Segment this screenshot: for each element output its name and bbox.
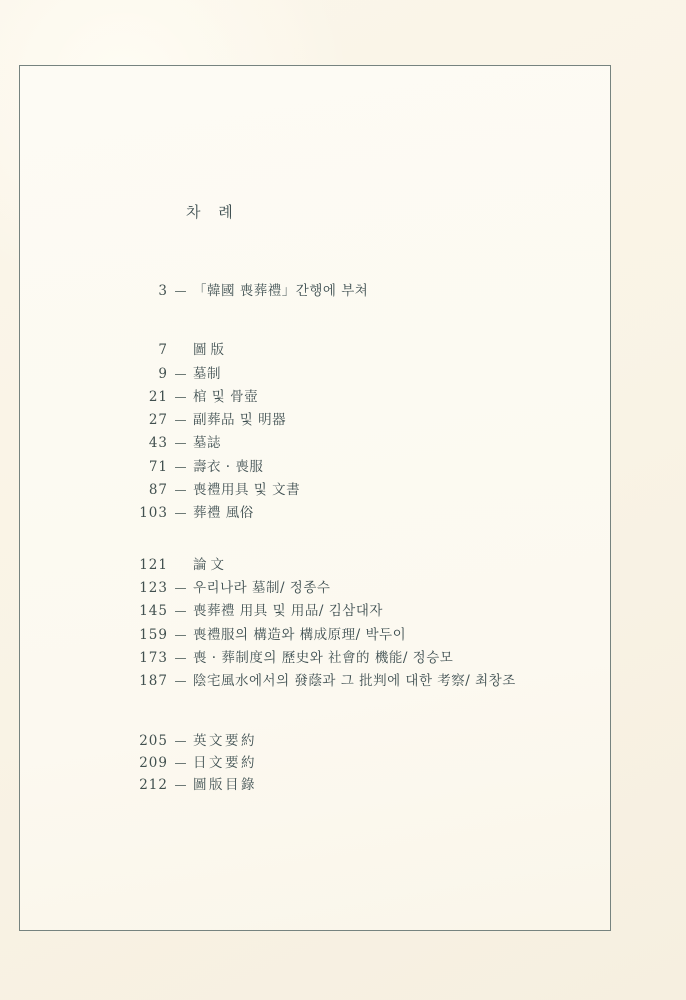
page-number: 209 xyxy=(139,755,168,772)
page-number: 27 xyxy=(148,412,168,429)
entry-title: 喪禮用具 및 文書 xyxy=(193,482,301,499)
dash-separator: — xyxy=(174,674,187,689)
entry-title: 日文要約 xyxy=(193,755,257,772)
toc-entry xyxy=(121,647,610,670)
dash-separator: — xyxy=(174,734,187,749)
page-number: 121 xyxy=(139,556,168,573)
entry-title: 우리나라 墓制/ 정종수 xyxy=(193,579,331,596)
toc-section-preface xyxy=(20,280,610,303)
toc-entry xyxy=(121,731,610,753)
entry-title: 喪 · 葬制度의 歷史와 社會的 機能/ 정승모 xyxy=(193,649,454,666)
page-title: 차 례 xyxy=(186,203,234,221)
toc-entry xyxy=(121,280,610,303)
entry-title: 圖版目錄 xyxy=(193,776,257,793)
page-border-frame xyxy=(19,65,611,931)
page-number: 71 xyxy=(148,458,168,475)
page-number: 3 xyxy=(158,283,168,299)
dash-separator: — xyxy=(174,580,187,595)
toc-entry xyxy=(121,409,610,432)
toc-entry xyxy=(121,363,610,386)
dash-separator: — xyxy=(174,413,187,428)
page-number: 145 xyxy=(139,603,168,620)
entry-title: 墓制 xyxy=(193,365,221,382)
page-number: 7 xyxy=(158,342,168,359)
toc-section-plates xyxy=(20,339,610,525)
entry-title: 英文要約 xyxy=(193,733,257,750)
toc-entry xyxy=(121,432,610,455)
toc-section-appendix xyxy=(20,731,610,796)
toc-entry xyxy=(121,670,610,693)
page-number: 173 xyxy=(139,649,168,666)
toc-entry xyxy=(121,479,610,502)
dash-separator: — xyxy=(174,604,187,619)
dash-separator: — xyxy=(174,284,187,298)
toc-section-header xyxy=(121,339,610,362)
dash-separator: — xyxy=(174,777,187,792)
page-number: 123 xyxy=(139,579,168,596)
entry-title: 副葬品 및 明器 xyxy=(193,412,287,429)
page-number: 43 xyxy=(148,435,168,452)
page-number: 187 xyxy=(139,673,168,690)
page-number: 103 xyxy=(139,505,168,522)
entry-title: 墓誌 xyxy=(193,435,221,452)
entry-title: 陰宅風水에서의 發蔭과 그 批判에 대한 考察/ 최창조 xyxy=(193,673,516,690)
toc-section-header xyxy=(121,554,610,577)
toc-entry xyxy=(121,577,610,600)
entry-title: 圖版 xyxy=(193,342,228,359)
dash-separator: — xyxy=(174,483,187,498)
entry-title: 喪禮服의 構造와 構成原理/ 박두이 xyxy=(193,626,407,643)
entry-title: 喪葬禮 用具 및 用品/ 김삼대자 xyxy=(193,603,383,620)
dash-separator: — xyxy=(174,627,187,642)
page-number: 21 xyxy=(148,388,168,405)
entry-title: 論文 xyxy=(193,556,228,573)
dash-separator: — xyxy=(174,389,187,404)
dash-separator: — xyxy=(174,366,187,381)
toc-list xyxy=(20,280,610,797)
dash-separator: — xyxy=(174,650,187,665)
dash-separator: — xyxy=(174,436,187,451)
page-number: 212 xyxy=(139,776,168,793)
dash-separator: — xyxy=(174,756,187,771)
toc-section-articles xyxy=(20,554,610,694)
entry-title: 壽衣 · 喪服 xyxy=(193,458,264,475)
entry-title: 棺 및 骨壺 xyxy=(193,388,259,405)
toc-entry xyxy=(121,775,610,797)
toc-entry xyxy=(121,600,610,623)
toc-entry xyxy=(121,753,610,775)
dash-separator: — xyxy=(174,506,187,521)
page-number: 87 xyxy=(148,482,168,499)
page-number: 159 xyxy=(139,626,168,643)
toc-entry xyxy=(121,624,610,647)
toc-entry xyxy=(121,502,610,525)
entry-title: 「韓國 喪葬禮」간행에 부쳐 xyxy=(193,283,369,299)
entry-title: 葬禮 風俗 xyxy=(193,505,254,522)
page-number: 9 xyxy=(158,365,168,382)
toc-entry xyxy=(121,386,610,409)
page-number: 205 xyxy=(139,733,168,750)
toc-entry xyxy=(121,456,610,479)
dash-separator: — xyxy=(174,459,187,474)
